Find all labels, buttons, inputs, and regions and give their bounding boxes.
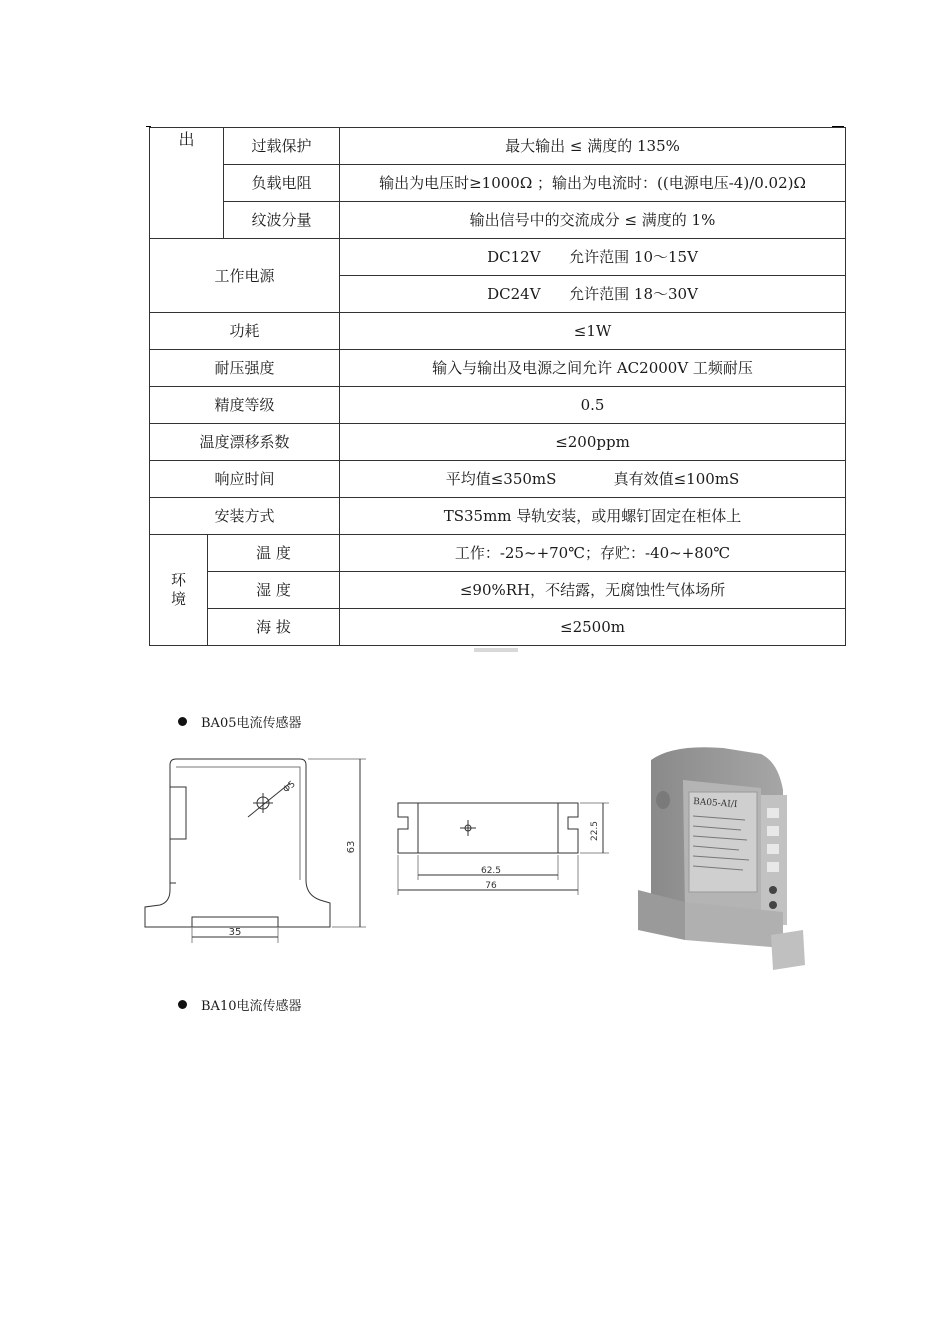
current-hole [656,791,670,809]
table-row [150,461,846,498]
bullet-icon [178,717,187,726]
bullet-icon [178,1000,187,1009]
param-value: 0.5 [340,387,846,424]
param-name: 温 度 [208,535,340,572]
param-value: DC24V 允许范围 18～30V [340,276,846,313]
param-name: 温度漂移系数 [150,424,340,461]
height-dim-label: 63 [346,840,357,854]
inner-width-dim-label: 62.5 [480,866,502,876]
param-value: 输入与输出及电源之间允许 AC2000V 工频耐压 [340,350,846,387]
depth-dim-label: 22.5 [590,820,600,842]
param-value: ≤2500m [340,609,846,646]
param-value: 平均值≤350mS 真有效值≤100mS [340,461,846,498]
terminal-screw [767,826,779,836]
terminal-screw [767,808,779,818]
param-name: 功耗 [150,313,340,350]
param-value: 最大输出 ≤ 满度的 135% [340,128,846,165]
screw-icon [769,886,777,894]
param-value: 输出为电压时≥1000Ω ；输出为电流时：((电源电压-4)/0.02)Ω [340,165,846,202]
param-name: 工作电源 [150,239,340,313]
hole-dim-label: Φ5 [281,779,298,796]
table-row [150,239,846,276]
section-heading-ba05 [178,712,301,731]
table-row [150,424,846,461]
table-row [150,535,846,572]
side-view-drawing [140,755,375,945]
table-row [150,313,846,350]
housing-inner-edge [176,767,300,880]
width-dim-label: 35 [228,927,242,938]
rail-slot [192,917,278,927]
housing-outline [145,759,330,927]
environment-label-line1: 环 [171,571,187,590]
table-row [150,165,846,202]
param-value: DC12V 允许范围 10～15V [340,239,846,276]
param-value: ≤90%RH，不结露，无腐蚀性气体场所 [340,572,846,609]
param-value: ≤200ppm [340,424,846,461]
scan-mark [474,648,518,652]
table-row [150,350,846,387]
output-group-label: 出 [150,128,224,239]
table-row [150,609,846,646]
top-view-outline [398,803,578,853]
side-panel [170,787,186,839]
table-row [150,387,846,424]
product-label-text: BA05-AI/I [692,797,738,811]
terminal-screw [767,862,779,872]
product-photo [633,740,813,975]
environment-label-line2: 境 [171,590,187,608]
param-value: ≤1W [340,313,846,350]
param-name: 精度等级 [150,387,340,424]
param-name: 纹波分量 [224,202,340,239]
param-name: 耐压强度 [150,350,340,387]
param-name: 安装方式 [150,498,340,535]
param-name: 响应时间 [150,461,340,498]
outer-width-dim-label: 76 [485,881,497,891]
param-name: 海 拔 [208,609,340,646]
terminal-screw [767,844,779,854]
top-view-drawing [393,795,618,900]
table-row [150,572,846,609]
param-value: 输出信号中的交流成分 ≤ 满度的 1% [340,202,846,239]
table-row [150,202,846,239]
param-value: 工作：-25~+70℃；存贮：-40~+80℃ [340,535,846,572]
section-title: BA10电流传感器 [201,999,302,1014]
section-title: BA05电流传感器 [201,716,302,731]
table-row [150,498,846,535]
table-row [150,128,846,165]
rail-clip [771,930,805,970]
param-name: 过载保护 [224,128,340,165]
param-value: TS35mm 导轨安装，或用螺钉固定在柜体上 [340,498,846,535]
screw-icon [769,901,777,909]
spec-table [149,127,846,646]
environment-group-label [150,535,208,646]
param-name: 负载电阻 [224,165,340,202]
param-name: 湿 度 [208,572,340,609]
section-heading-ba10 [178,995,301,1014]
